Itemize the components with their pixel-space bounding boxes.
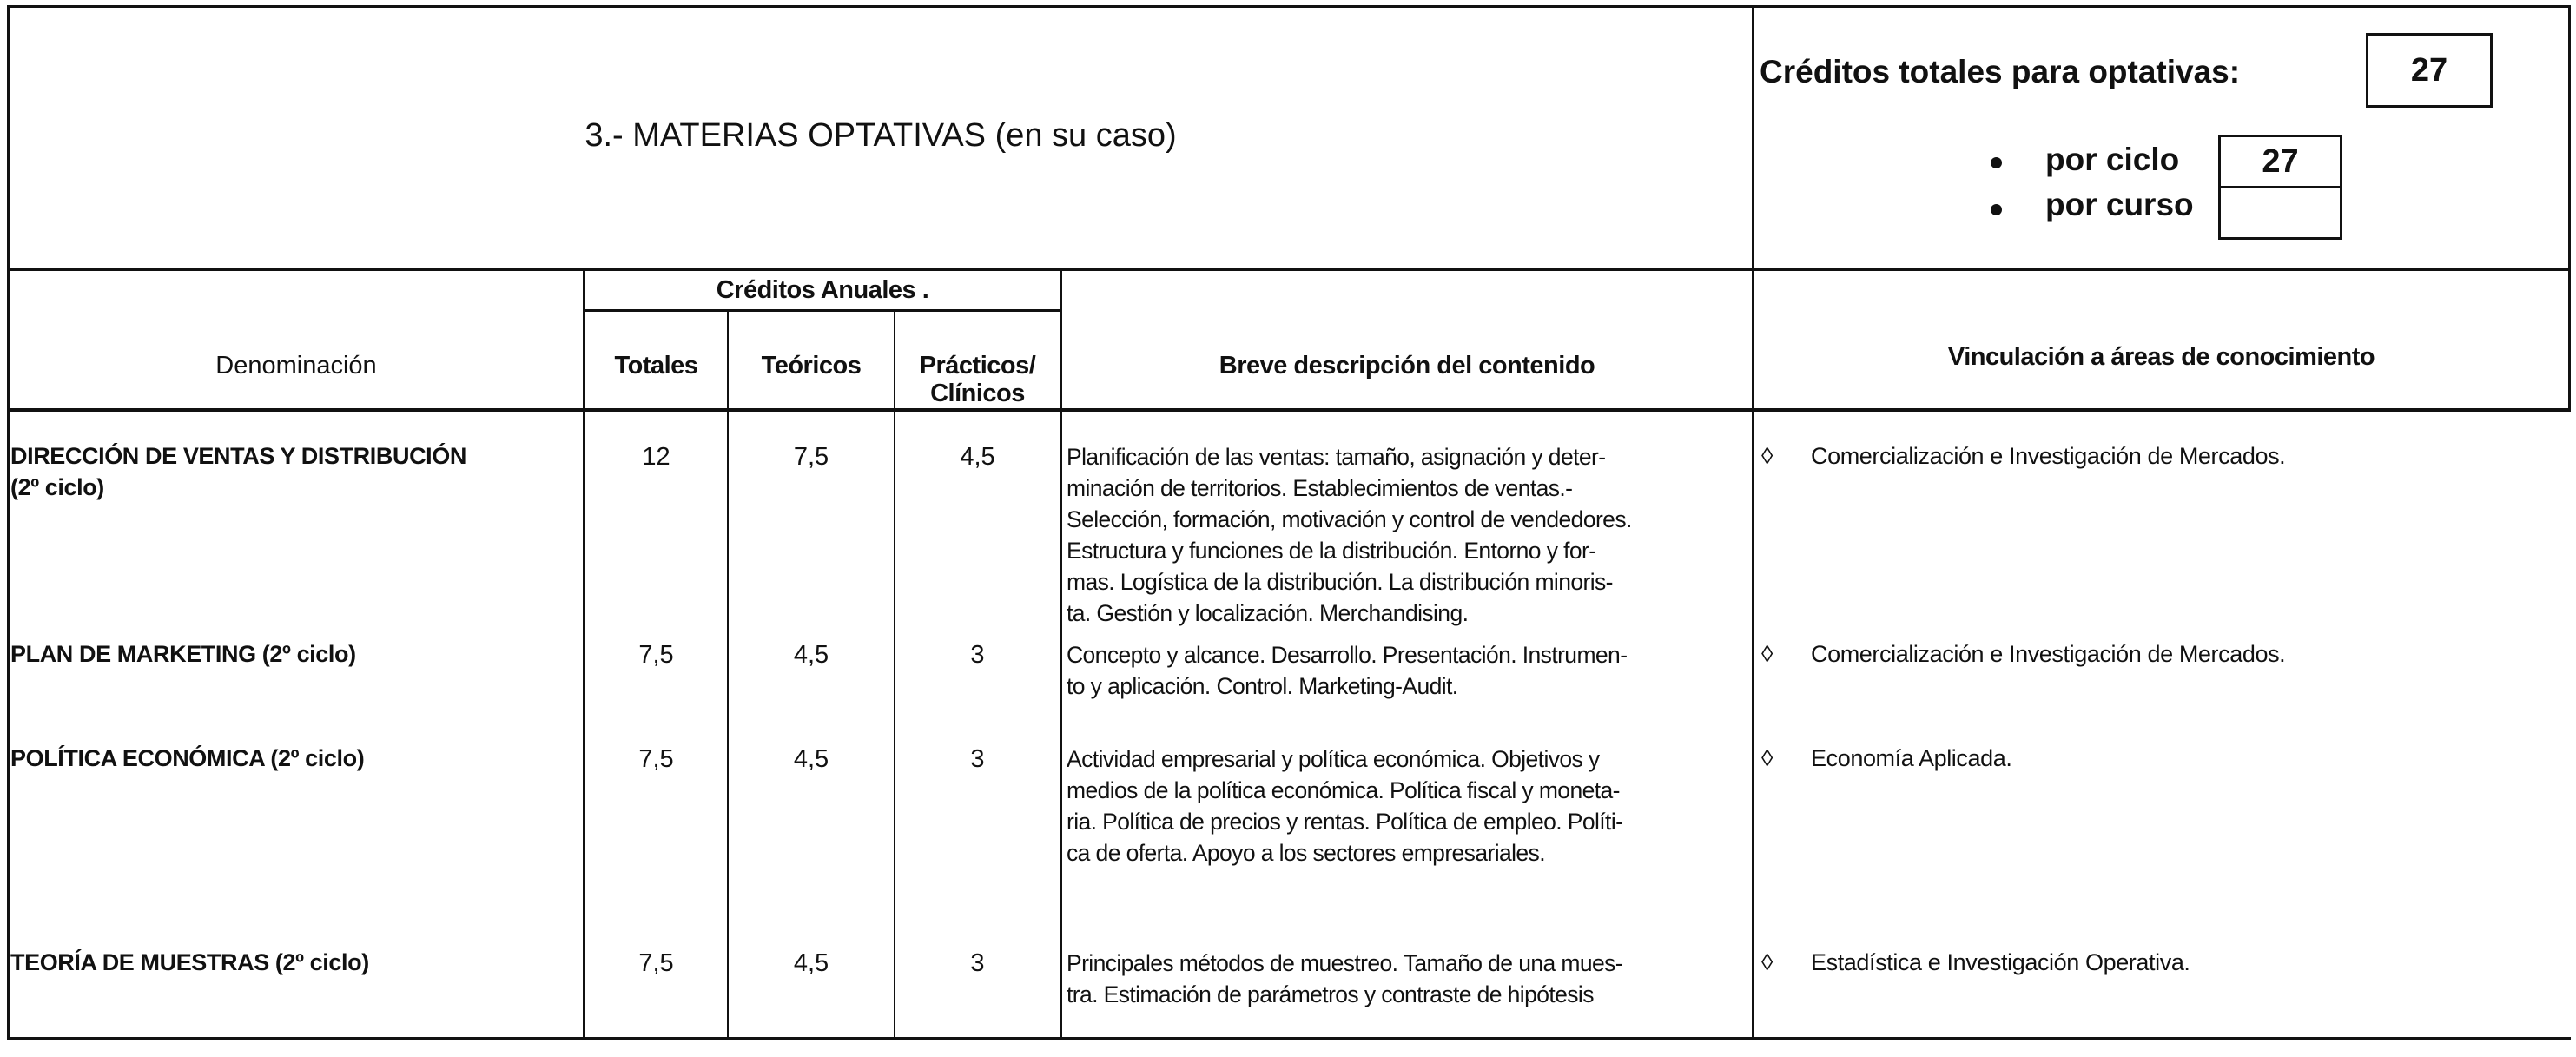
knowledge-area: Comercialización e Investigación de Mercados.: [1811, 641, 2286, 667]
credits-teoricos: 4,5: [793, 949, 829, 977]
subject-name: DIRECCIÓN DE VENTAS Y DISTRIBUCIÓN: [10, 443, 466, 469]
description-line: ca de oferta. Apoyo a los sectores empresariales.: [1067, 840, 1545, 866]
border-left: [7, 5, 10, 1039]
diamond-icon: ◊: [1761, 443, 1773, 469]
description-line: Actividad empresarial y política económica. Objetivos y: [1067, 746, 1600, 772]
border-right: [2568, 5, 2571, 409]
description-line: mas. Logística de la distribución. La distribución minoris-: [1067, 569, 1613, 595]
credits-teoricos: 7,5: [793, 443, 829, 471]
subject-cycle: (2º ciclo): [10, 474, 104, 500]
border-bottom: [7, 1037, 2571, 1040]
por-curso-value: [2218, 186, 2342, 240]
por-curso-label: por curso: [2045, 187, 2194, 222]
description-line: ria. Política de precios y rentas. Política de empleo. Políti-: [1067, 809, 1623, 835]
diamond-icon: ◊: [1761, 745, 1773, 771]
credits-practicos: 3: [970, 949, 985, 977]
description-line: Principales métodos de muestreo. Tamaño de una mues-: [1067, 950, 1623, 976]
knowledge-area: Comercialización e Investigación de Mercados.: [1811, 443, 2286, 469]
knowledge-area: Estadística e Investigación Operativa.: [1811, 949, 2190, 975]
creditos-divider: [583, 309, 1062, 312]
col-totales: Totales: [614, 352, 698, 380]
col-vinculacion: Vinculación a áreas de conocimiento: [1947, 343, 2375, 371]
col-line: [727, 310, 729, 1039]
credits-totales: 7,5: [638, 745, 674, 773]
divider-vinculacion: [1752, 5, 1754, 1039]
section-title: 3.- MATERIAS OPTATIVAS (en su caso): [585, 117, 1177, 154]
por-ciclo-value: 27: [2218, 135, 2342, 188]
description-line: minación de territorios. Establecimientos de ventas.-: [1067, 475, 1573, 501]
col-denominacion: Denominación: [215, 352, 377, 380]
credits-teoricos: 4,5: [793, 641, 829, 669]
col-line: [894, 310, 895, 1039]
divider-columns: [7, 408, 2571, 412]
total-credits-value: 27: [2366, 33, 2493, 108]
diamond-icon: ◊: [1761, 641, 1773, 667]
col-teoricos: Teóricos: [761, 352, 862, 380]
description-line: Concepto y alcance. Desarrollo. Presentación. Instrumen-: [1067, 642, 1628, 668]
bullet-icon: [1991, 157, 2002, 168]
description: [1067, 948, 1622, 1010]
credits-totales: 7,5: [638, 641, 674, 669]
subject-name: PLAN DE MARKETING (2º ciclo): [10, 641, 356, 667]
description-line: medios de la política económica. Política fiscal y moneta-: [1067, 777, 1620, 803]
diamond-icon: ◊: [1761, 949, 1773, 975]
credits-practicos: 3: [970, 745, 985, 773]
credits-teoricos: 4,5: [793, 745, 829, 773]
credits-totales: 7,5: [638, 949, 674, 977]
subject-name: TEORÍA DE MUESTRAS (2º ciclo): [10, 949, 369, 975]
col-creditos-anuales: Créditos Anuales .: [716, 276, 929, 304]
description-line: Selección, formación, motivación y control de vendedores.: [1067, 506, 1632, 532]
description-line: tra. Estimación de parámetros y contraste de hipótesis: [1067, 981, 1594, 1007]
description: [1067, 743, 1622, 869]
col-line: [1060, 271, 1062, 1039]
knowledge-area: Economía Aplicada.: [1811, 745, 2012, 771]
credits-practicos: 4,5: [960, 443, 995, 471]
por-ciclo-label: por ciclo: [2045, 142, 2180, 177]
credits-practicos: 3: [970, 641, 985, 669]
divider-header: [7, 268, 2571, 271]
description-line: Planificación de las ventas: tamaño, asignación y deter-: [1067, 444, 1606, 470]
description-line: to y aplicación. Control. Marketing-Audit.: [1067, 673, 1458, 699]
col-descripcion: Breve descripción del contenido: [1219, 352, 1595, 380]
description: [1067, 639, 1627, 702]
description-line: Estructura y funciones de la distribución. Entorno y for-: [1067, 538, 1596, 564]
total-credits-label: Créditos totales para optativas:: [1760, 54, 2241, 89]
border-top: [7, 5, 2571, 8]
subject-name: POLÍTICA ECONÓMICA (2º ciclo): [10, 745, 365, 771]
col-clinicos: Clínicos: [930, 380, 1025, 407]
col-practicos: Prácticos/: [919, 352, 1036, 380]
description: [1067, 441, 1632, 629]
bullet-icon: [1991, 204, 2002, 215]
description-line: ta. Gestión y localización. Merchandising.: [1067, 600, 1469, 626]
credits-totales: 12: [642, 443, 670, 471]
